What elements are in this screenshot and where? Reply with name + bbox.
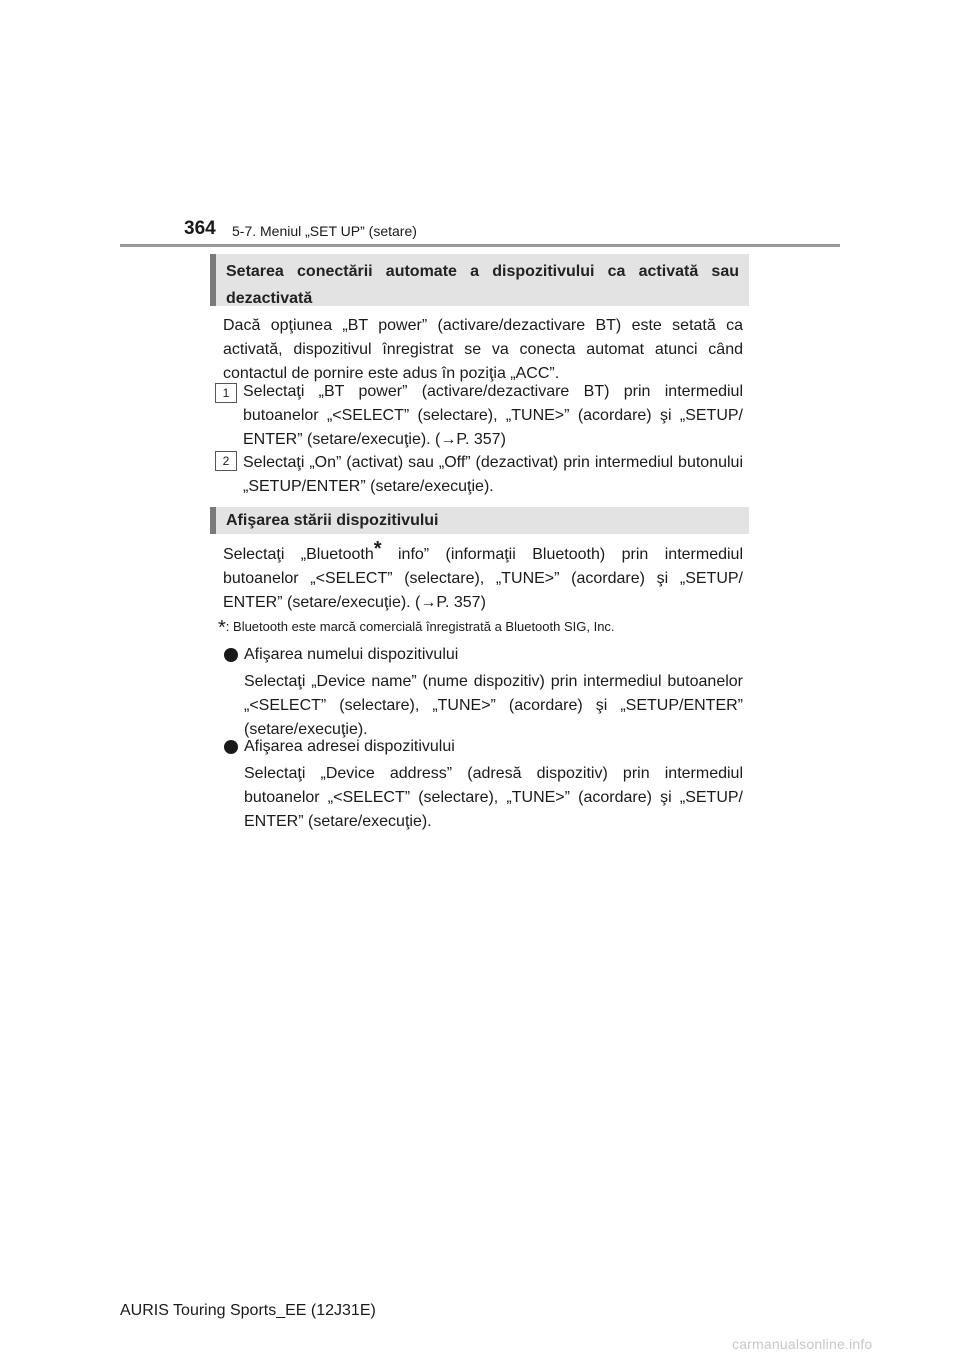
- footnote-marker: *: [373, 538, 382, 560]
- page-number: 364: [184, 218, 216, 239]
- chapter-title: 5-7. Meniul „SET UP” (setare): [232, 223, 417, 239]
- footer-model: AURIS Touring Sports_EE (12J31E): [120, 1302, 376, 1319]
- bullet-title: Afişarea numelui dispozitivului: [244, 646, 459, 663]
- watermark: carmanualsonline.info: [732, 1336, 873, 1352]
- bullet-icon: [224, 648, 238, 662]
- header-divider: [120, 244, 840, 247]
- footnote-text: : Bluetooth este marcă comercială înregistrată a Bluetooth SIG, Inc.: [225, 619, 615, 634]
- footnote: [218, 617, 615, 640]
- intro-text-start: Selectaţi „Bluetooth: [223, 546, 374, 563]
- bullet-title: Afişarea adresei dispozitivului: [244, 738, 455, 755]
- step-number-badge: 1: [215, 383, 237, 403]
- step-text: Selectaţi „BT power” (activare/dezactivare BT) prin intermediul butoanelor „<SELECT” (selectare), „TUNE>” (acordare) şi „SETUP/ ENTER” (setare/execuţie). (→P. 357): [243, 383, 743, 448]
- step-text: Selectaţi „On” (activat) sau „Off” (dezactivat) prin intermediul butonului „SETUP/ENTER” (setare/execuţie).: [243, 454, 743, 495]
- step-number-badge: 2: [215, 451, 237, 471]
- section-intro-auto-connect: Dacă opţiunea „BT power” (activare/dezactivare BT) este setată ca activată, dispozitivul înregistrat se va conecta automat atunci când contactul de pornire este adus în poziţia „ACC”.: [223, 317, 743, 382]
- bullet-icon: [224, 740, 238, 754]
- intro-text-end: info” (informaţii Bluetooth) prin intermediul butoanelor „<SELECT” (selectare), „TUNE>” (acordare) şi „SETUP/ ENTER” (setare/execuţie). (→P. 357): [223, 546, 743, 611]
- section-heading-device-status: Afişarea stării dispozitivului: [210, 507, 749, 534]
- footnote-star: *: [218, 617, 226, 639]
- bullet-text: Selectaţi „Device address” (adresă dispozitiv) prin intermediul butoanelor „<SELECT” (selectare), „TUNE>” (acordare) şi „SETUP/ ENTER” (setare/execuţie).: [244, 765, 743, 830]
- bullet-text: Selectaţi „Device name” (nume dispozitiv) prin intermediul butoanelor „<SELECT” (selectare), „TUNE>” (acordare) şi „SETUP/ENTER” (setare/execuţie).: [244, 673, 743, 738]
- section-heading-auto-connect: Setarea conectării automate a dispozitivului ca activată sau dezactivată: [210, 254, 749, 306]
- section-intro-device-status: [223, 538, 743, 615]
